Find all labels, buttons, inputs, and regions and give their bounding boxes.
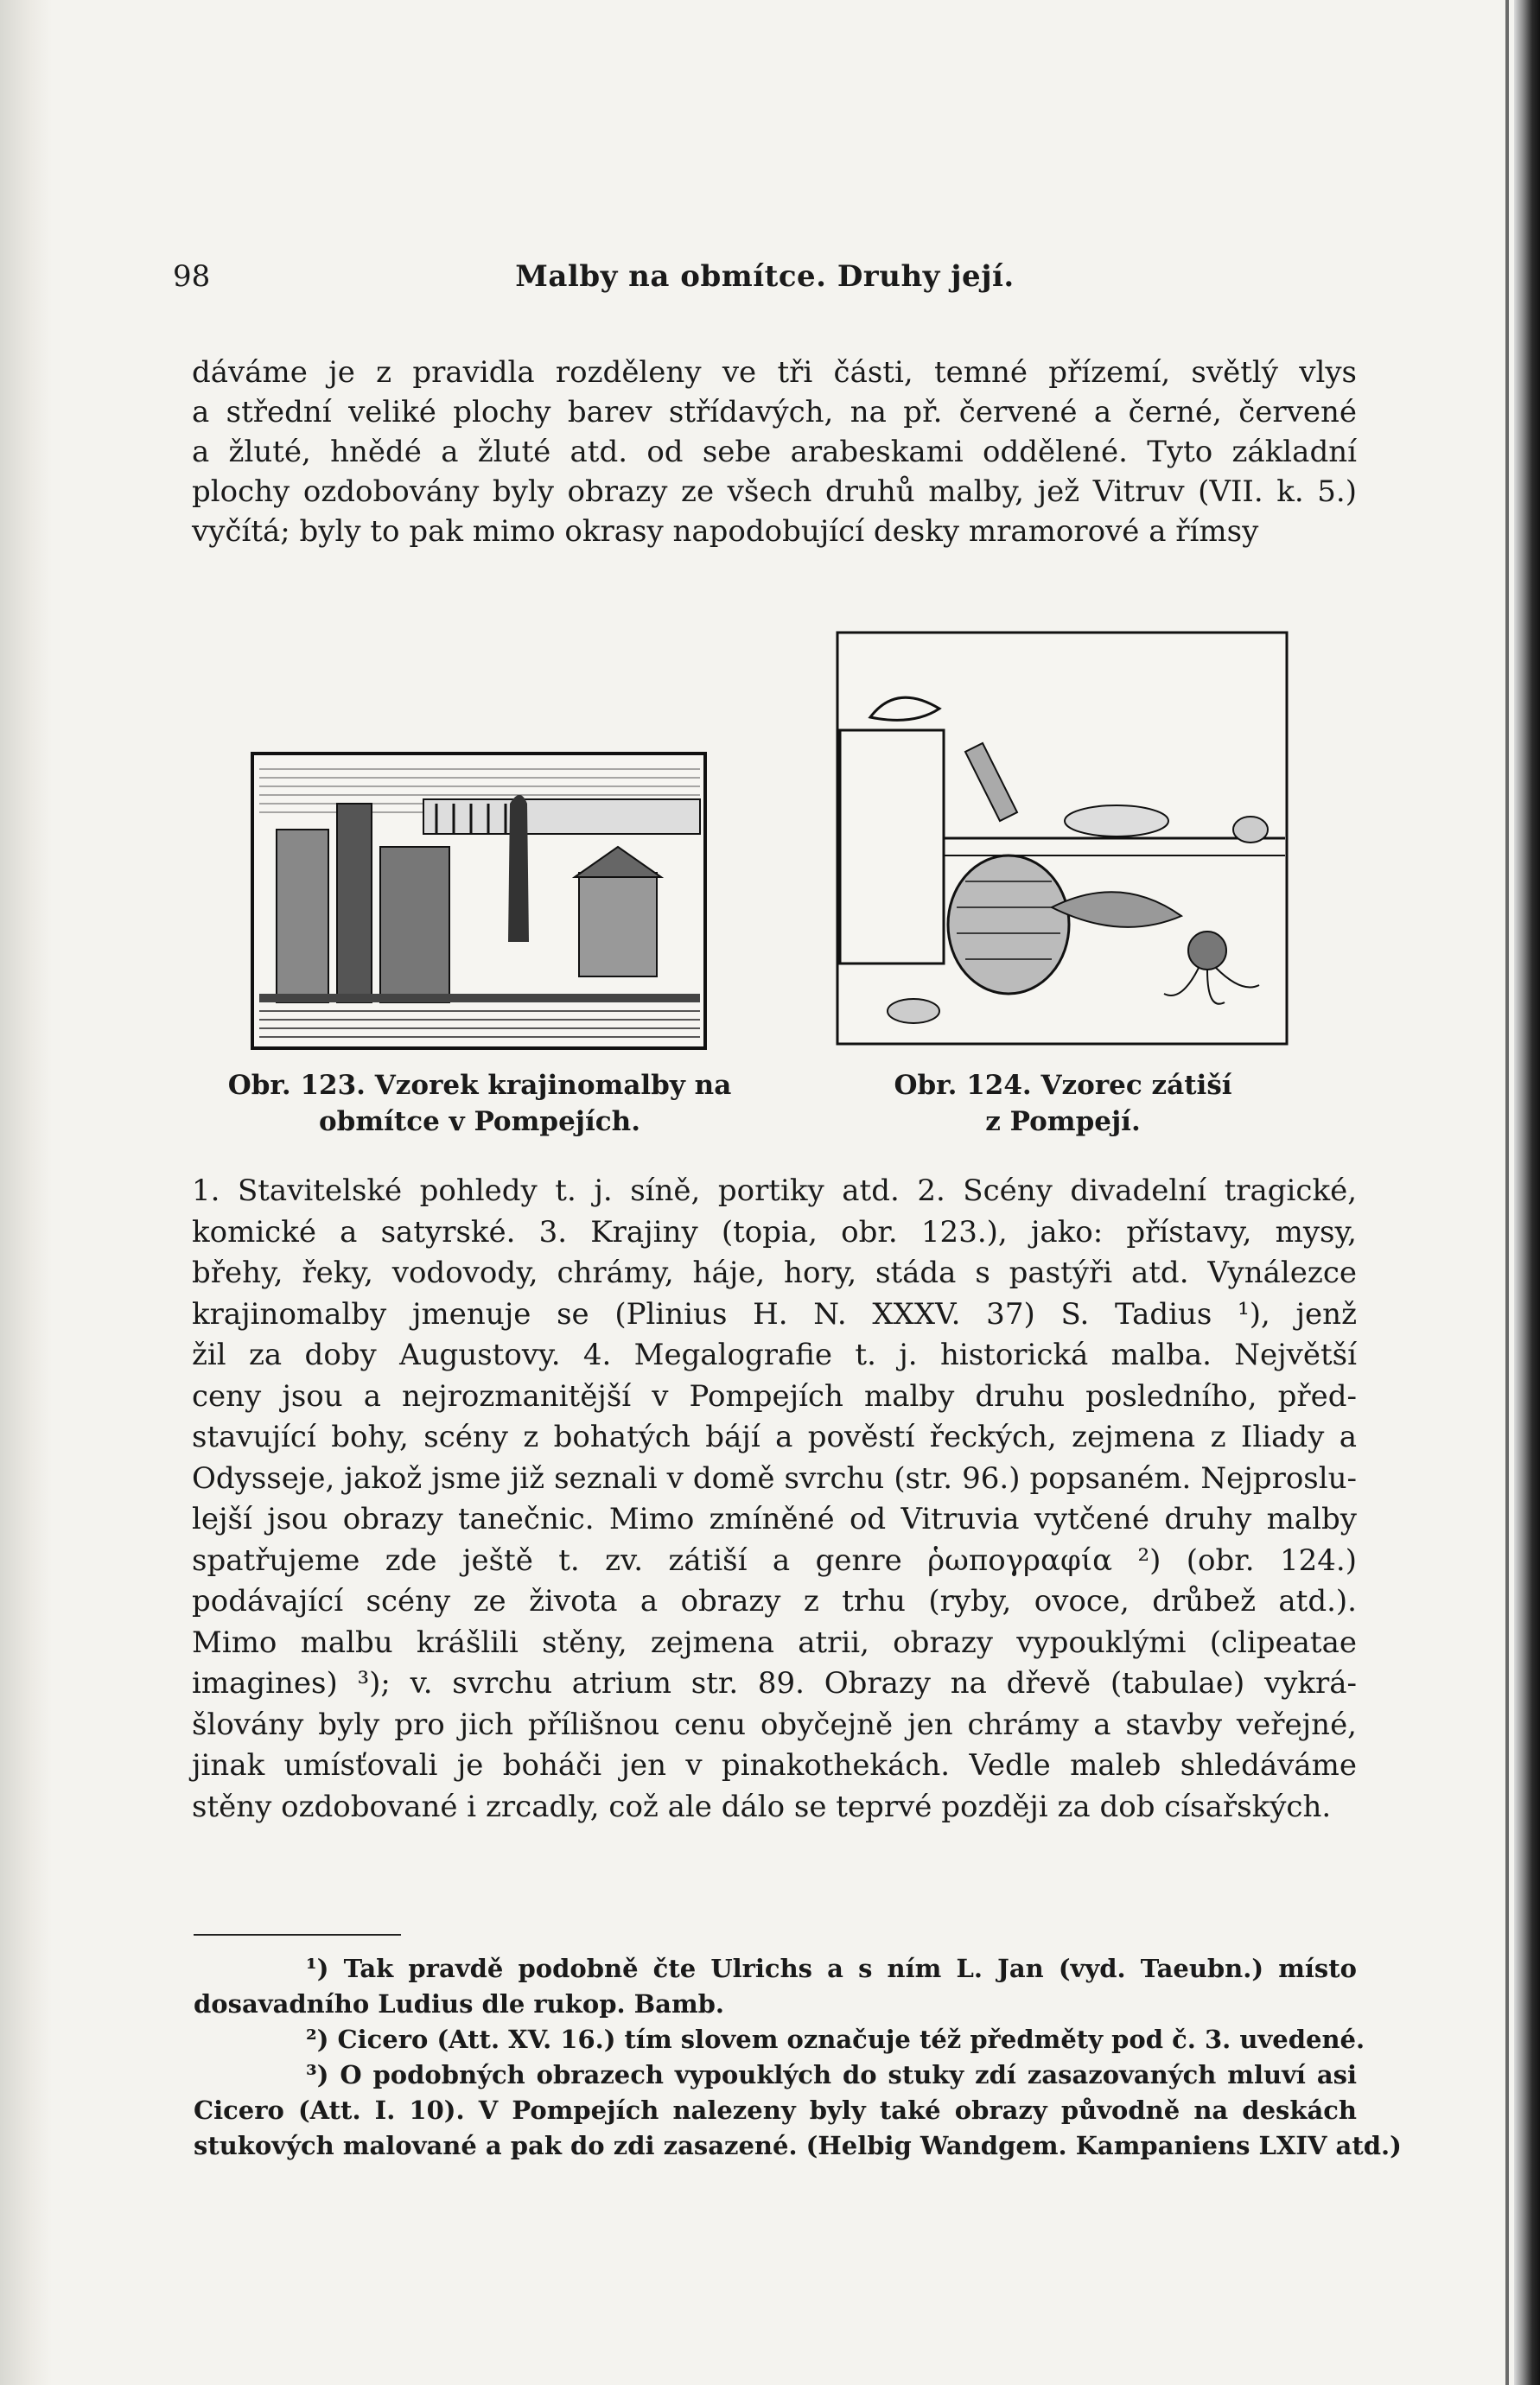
text-line: imagines) ³); v. svrchu atrium str. 89. Obrazy na dřevě (tabulae) vykrá- [192,1666,1357,1701]
text-line: a střední veliké plochy barev střídavých, na př. červené a černé, červené [192,395,1357,429]
footnote-line: stukových malované a pak do zdi zasazené. (Helbig Wandgem. Kampaniens LXIV atd.) [194,2131,1402,2160]
text-line: stavující bohy, scény z bohatých bájí a pověstí řeckých, zejmena z Iliady a [192,1420,1357,1454]
running-title: Malby na obmítce. Druhy její. [515,259,1015,294]
figure-123-caption [216,1067,743,1140]
footnote-separator [194,1934,401,1936]
caption-line: Obr. 123. Vzorek krajinomalby na [227,1070,732,1101]
page-number: 98 [173,259,211,294]
footnotes [194,1951,1402,2164]
text-line: Mimo malbu krášlili stěny, zejmena atrii, obrazy vypouklými (clipeatae [192,1625,1357,1660]
footnote-line: Cicero (Att. I. 10). V Pompejích nalezeny byly také obrazy původně na deskách [194,2096,1357,2125]
text-line: lejší jsou obrazy tanečnic. Mimo zmíněné od Vitruvia vytčené druhy malby [192,1502,1357,1536]
figure-124-still-life-illustration [836,631,1289,1046]
text-line: jinak umísťovali je boháči jen v pinakothekách. Vedle maleb shledáváme [192,1748,1357,1783]
text-line: plochy ozdobovány byly obrazy ze všech druhů malby, jež Vitruv (VII. k. 5.) [192,474,1357,509]
text-line: šlovány byly pro jich přílišnou cenu obyčejně jen chrámy a stavby veřejné, [192,1707,1357,1742]
scan-edge-left [0,0,52,2385]
text-line: krajinomalby jmenuje se (Plinius H. N. XXXV. 37) S. Tadius ¹), jenž [192,1296,1357,1332]
text-line: ceny jsou a nejrozmanitější v Pompejích malby druhu posledního, před- [192,1378,1357,1414]
caption-line: obmítce v Pompejích. [319,1106,640,1137]
text-line: žil za doby Augustovy. 4. Megalografie t. j. historická malba. Největší [192,1338,1357,1372]
figure-123-landscape-illustration [251,752,707,1050]
footnote-line: dosavadního Ludius dle rukop. Bamb. [194,1989,725,2019]
footnote-line: ³) O podobných obrazech vypouklých do stuky zdí zasazovaných mluví asi [306,2060,1357,2089]
footnote-line: ¹) Tak pravdě podobně čte Ulrichs a s ním L. Jan (vyd. Taeubn.) místo [306,1954,1357,1983]
scan-edge-right [1514,0,1540,2385]
text-line: a žluté, hnědé a žluté atd. od sebe arabeskami oddělené. Tyto základní [192,435,1357,469]
caption-line: Obr. 124. Vzorec zátiší [894,1070,1232,1101]
text-line: 1. Stavitelské pohledy t. j. síně, portiky atd. 2. Scény divadelní tragické, [192,1173,1357,1208]
text-line: vyčítá; byly to pak mimo okrasy napodobující desky mramorové a římsy [192,514,1259,549]
paragraph-2 [192,1171,1357,1828]
page-header [173,259,1357,311]
text-line: komické a satyrské. 3. Krajiny (topia, obr. 123.), jako: přístavy, mysy, [192,1214,1357,1250]
footnote-line: ²) Cicero (Att. XV. 16.) tím slovem označuje též předměty pod č. 3. uvedené. [306,2025,1365,2054]
text-line: dáváme je z pravidla rozděleny ve tři části, temné přízemí, světlý vlys [192,355,1357,390]
figure-124-caption [856,1067,1270,1140]
text-line: spatřujeme zde ještě t. zv. zátiší a genre ῥωπογραφία ²) (obr. 124.) [192,1542,1357,1578]
text-line: podávající scény ze života a obrazy z trhu (ryby, ovoce, drůbež atd.). [192,1584,1357,1619]
caption-line: z Pompejí. [985,1106,1141,1137]
text-line: Odysseje, jakož jsme již seznali v domě svrchu (str. 96.) popsaném. Nejproslu- [192,1460,1357,1496]
text-line: stěny ozdobované i zrcadly, což ale dálo se teprvé později za dob císařských. [192,1789,1332,1824]
scan-edge-line [1505,0,1509,2385]
text-line: břehy, řeky, vodovody, chrámy, háje, hory, stáda s pastýři atd. Vynálezce [192,1256,1357,1290]
paragraph-1 [192,353,1357,551]
